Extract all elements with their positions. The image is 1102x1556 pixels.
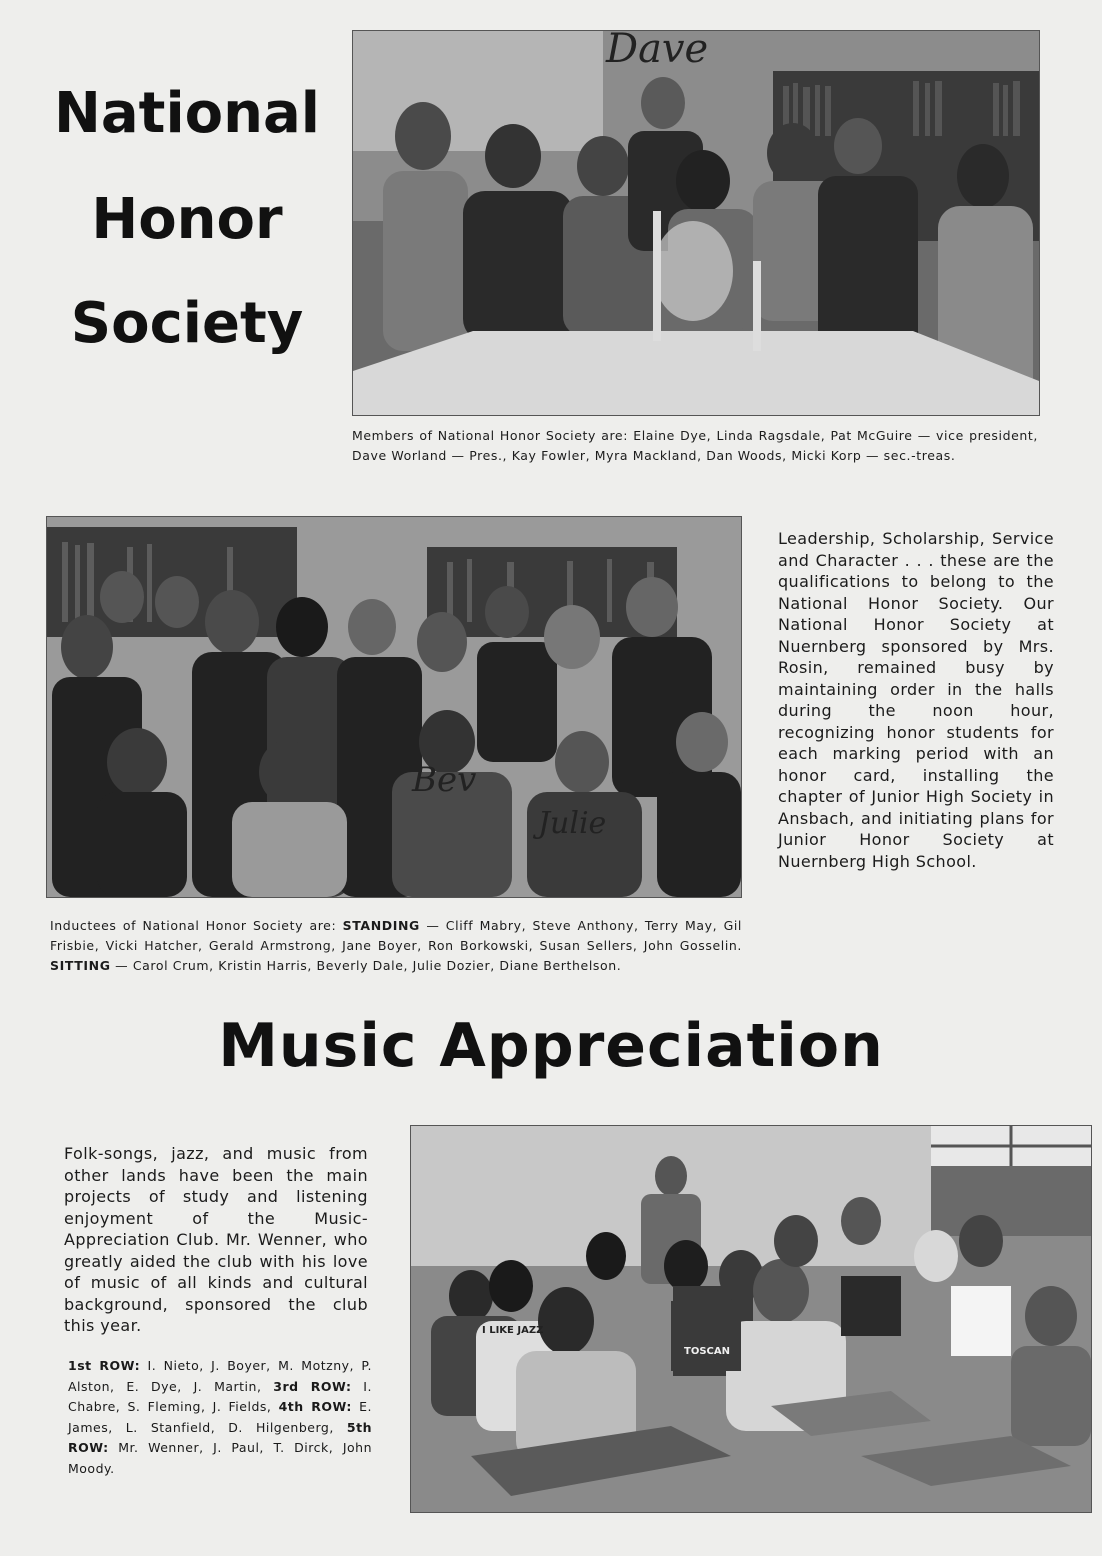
standing-names: — Cliff Mabry, Steve Anthony, Terry May, Gil Frisbie, Vicki Hatcher, Gerald Armstrong, Jane Boyer, Ron Borkowski, Susan Sellers, John Gosselin. (50, 918, 742, 953)
members-caption: Members of National Honor Society are: Elaine Dye, Linda Ragsdale, Pat McGuire — vice president, Dave Worland — Pres., Kay Fowler, Myra Mackland, Dan Woods, Micki Korp — sec.-treas. (352, 428, 1038, 463)
row1-names: I. Nieto, J. Boyer, M. Motzny, P. Alston, E. Dye, J. Martin, (68, 1358, 372, 1394)
photo2-signature-bev: Bev (412, 760, 477, 800)
nhs-members-photo (352, 30, 1040, 416)
row5-label: 5th ROW: (68, 1419, 372, 1455)
standing-label: STANDING (342, 918, 420, 933)
row5-names: Mr. Wenner, J. Paul, T. Dirck, John Moody. (68, 1440, 372, 1476)
row1-label: 1st ROW: (68, 1358, 141, 1373)
music-club-photo (410, 1125, 1092, 1513)
photo-label-i-like-jazz: I LIKE JAZZ (482, 1325, 544, 1336)
sitting-names: — Carol Crum, Kristin Harris, Beverly Dale, Julie Dozier, Diane Berthelson. (115, 958, 622, 973)
inductees-intro: Inductees of National Honor Society are: (50, 918, 337, 933)
row3-label: 3rd ROW: (273, 1378, 352, 1394)
music-title: Music Appreciation (218, 1011, 884, 1081)
row4-label: 4th ROW: (278, 1399, 352, 1414)
photo2-signature-julie: Julie (538, 806, 607, 841)
nhs-title-line-2: Honor (91, 187, 283, 252)
row4-names: E. James, L. Stanfield, D. Hilgenberg, (68, 1399, 373, 1435)
nhs-description: Leadership, Scholarship, Service and Character . . . these are the qualifications to belong to the National Honor Society. Our National Honor Society at Nuernberg sponsored by Mrs. Rosin, remained busy by maintaining order in the halls during the noon hour, recognizing honor students for each marking period with an honor card, installing the chapter of Junior High Society in Ansbach, and initiating plans for Junior Honor Society at Nuernberg High School. (778, 529, 1054, 871)
photo-label-toscan: TOSCAN (684, 1346, 730, 1357)
music-description: Folk-songs, jazz, and music from other lands have been the main projects of study and listening enjoyment of the Music-Appreciation Club. Mr. Wenner, who greatly aided the club with his love of music of all kinds and cultural background, sponsored the club this year. (64, 1144, 368, 1335)
nhs-title-line-1: National (54, 81, 320, 146)
nhs-inductees-photo (46, 516, 742, 898)
sitting-label: SITTING (50, 958, 111, 973)
nhs-title-line-3: Society (70, 291, 304, 356)
music-rows-caption (68, 1356, 372, 1479)
photo1-signature: Dave (606, 26, 709, 72)
row3-names: I. Chabre, S. Fleming, J. Fields, (68, 1378, 372, 1414)
inductees-caption (50, 916, 742, 976)
